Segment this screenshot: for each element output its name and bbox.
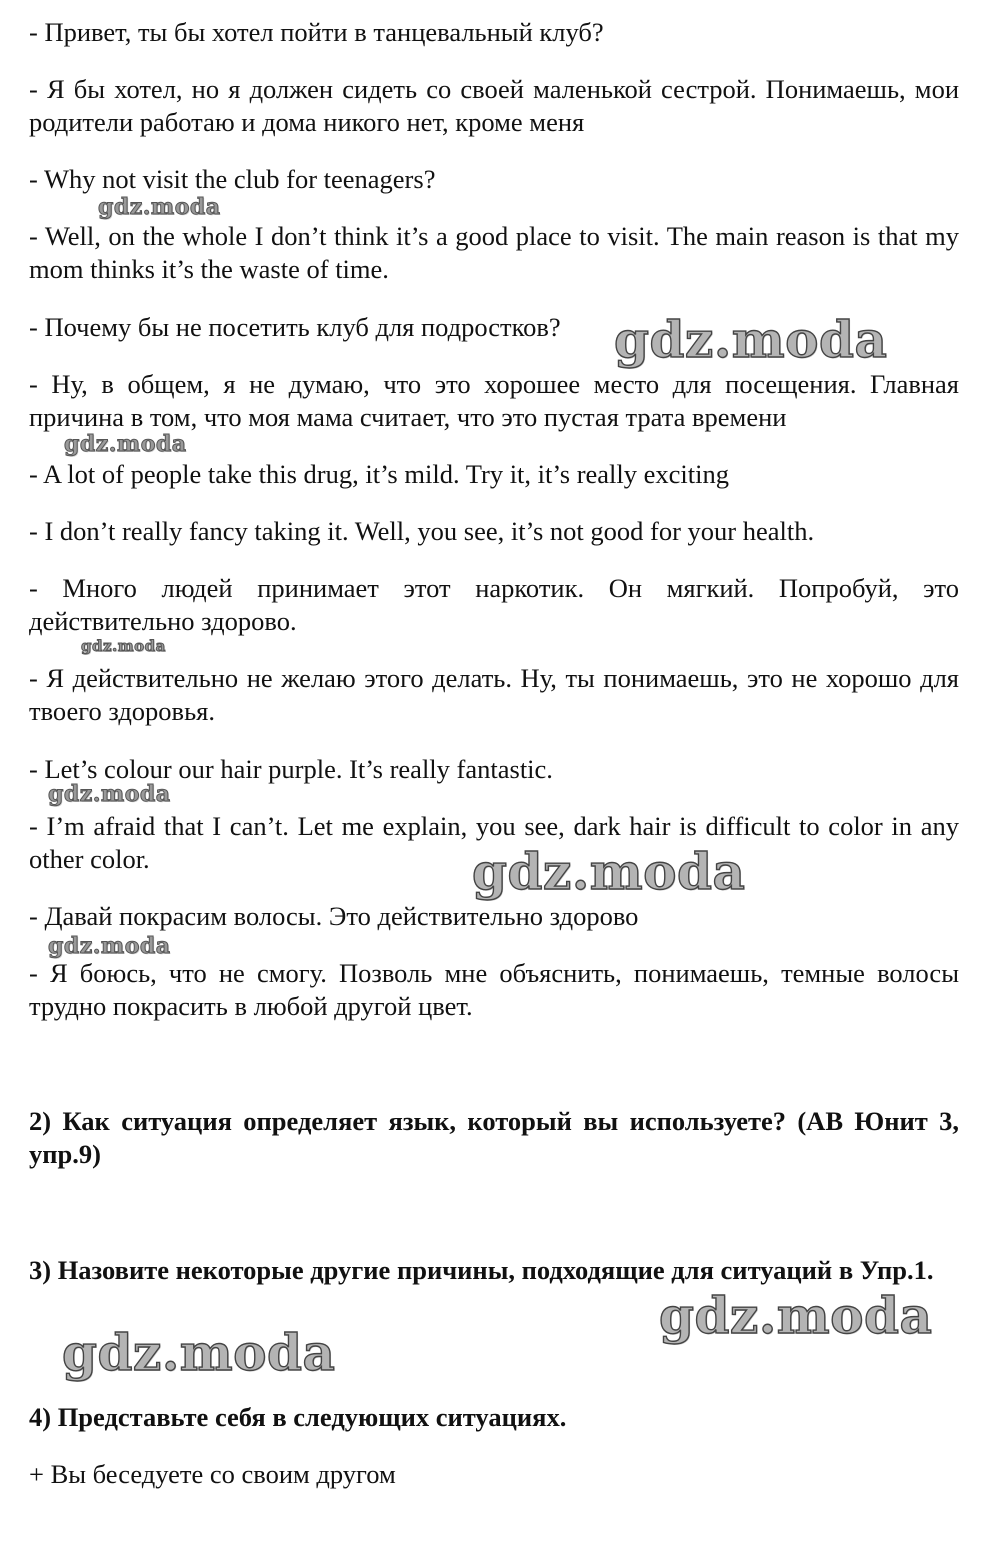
dialogue-line: - Привет, ты бы хотел пойти в танцевальный клуб? — [29, 17, 604, 47]
question-heading: 2) Как ситуация определяет язык, который вы используете? (AB Юнит 3, упр.9) — [29, 1106, 959, 1169]
question-heading: 4) Представьте себя в следующих ситуациях. — [29, 1402, 567, 1432]
dialogue-line: - Давай покрасим волосы. Это действительно здорово — [29, 901, 639, 931]
watermark: gdz.moda — [98, 194, 221, 220]
dialogue-line: - Я боюсь, что не смогу. Позволь мне объяснить, понимаешь, темные волосы трудно покрасить в любой другой цвет. — [29, 958, 959, 1021]
dialogue-line: - Много людей принимает этот наркотик. Он мягкий. Попробуй, это действительно здорово. — [29, 573, 959, 636]
dialogue-line: - I’m afraid that I can’t. Let me explain, you see, dark hair is difficult to color in any other color. — [29, 811, 959, 874]
dialogue-line: - A lot of people take this drug, it’s mild. Try it, it’s really exciting — [29, 459, 729, 489]
dialogue-line: - Почему бы не посетить клуб для подростков? — [29, 312, 561, 342]
dialogue-line: - I don’t really fancy taking it. Well, you see, it’s not good for your health. — [29, 516, 815, 546]
dialogue-line: - Why not visit the club for teenagers? — [29, 164, 436, 194]
watermark: gdz.moda — [81, 637, 166, 655]
watermark: gdz.moda — [472, 842, 746, 901]
watermark: gdz.moda — [48, 781, 171, 807]
dialogue-line: - Let’s colour our hair purple. It’s really fantastic. — [29, 754, 553, 784]
dialogue-line: - Я действительно не желаю этого делать. Ну, ты понимаешь, это не хорошо для твоего здоровья. — [29, 663, 959, 726]
watermark: gdz.moda — [659, 1286, 933, 1345]
dialogue-line: - Well, on the whole I don’t think it’s a good place to visit. The main reason is that my mom thinks it’s the waste of time. — [29, 221, 959, 284]
watermark: gdz.moda — [614, 310, 888, 369]
watermark: gdz.moda — [48, 933, 171, 959]
task-line: + Вы беседуете со своим другом — [29, 1459, 396, 1489]
dialogue-line: - Ну, в общем, я не думаю, что это хорошее место для посещения. Главная причина в том, что моя мама считает, что это пустая трата времени — [29, 369, 959, 432]
watermark: gdz.moda — [62, 1323, 336, 1382]
question-heading: 3) Назовите некоторые другие причины, подходящие для ситуаций в Упр.1. — [29, 1255, 934, 1285]
watermark: gdz.moda — [64, 431, 187, 457]
dialogue-line: - Я бы хотел, но я должен сидеть со своей маленькой сестрой. Понимаешь, мои родители работаю и дома никого нет, кроме меня — [29, 74, 959, 137]
